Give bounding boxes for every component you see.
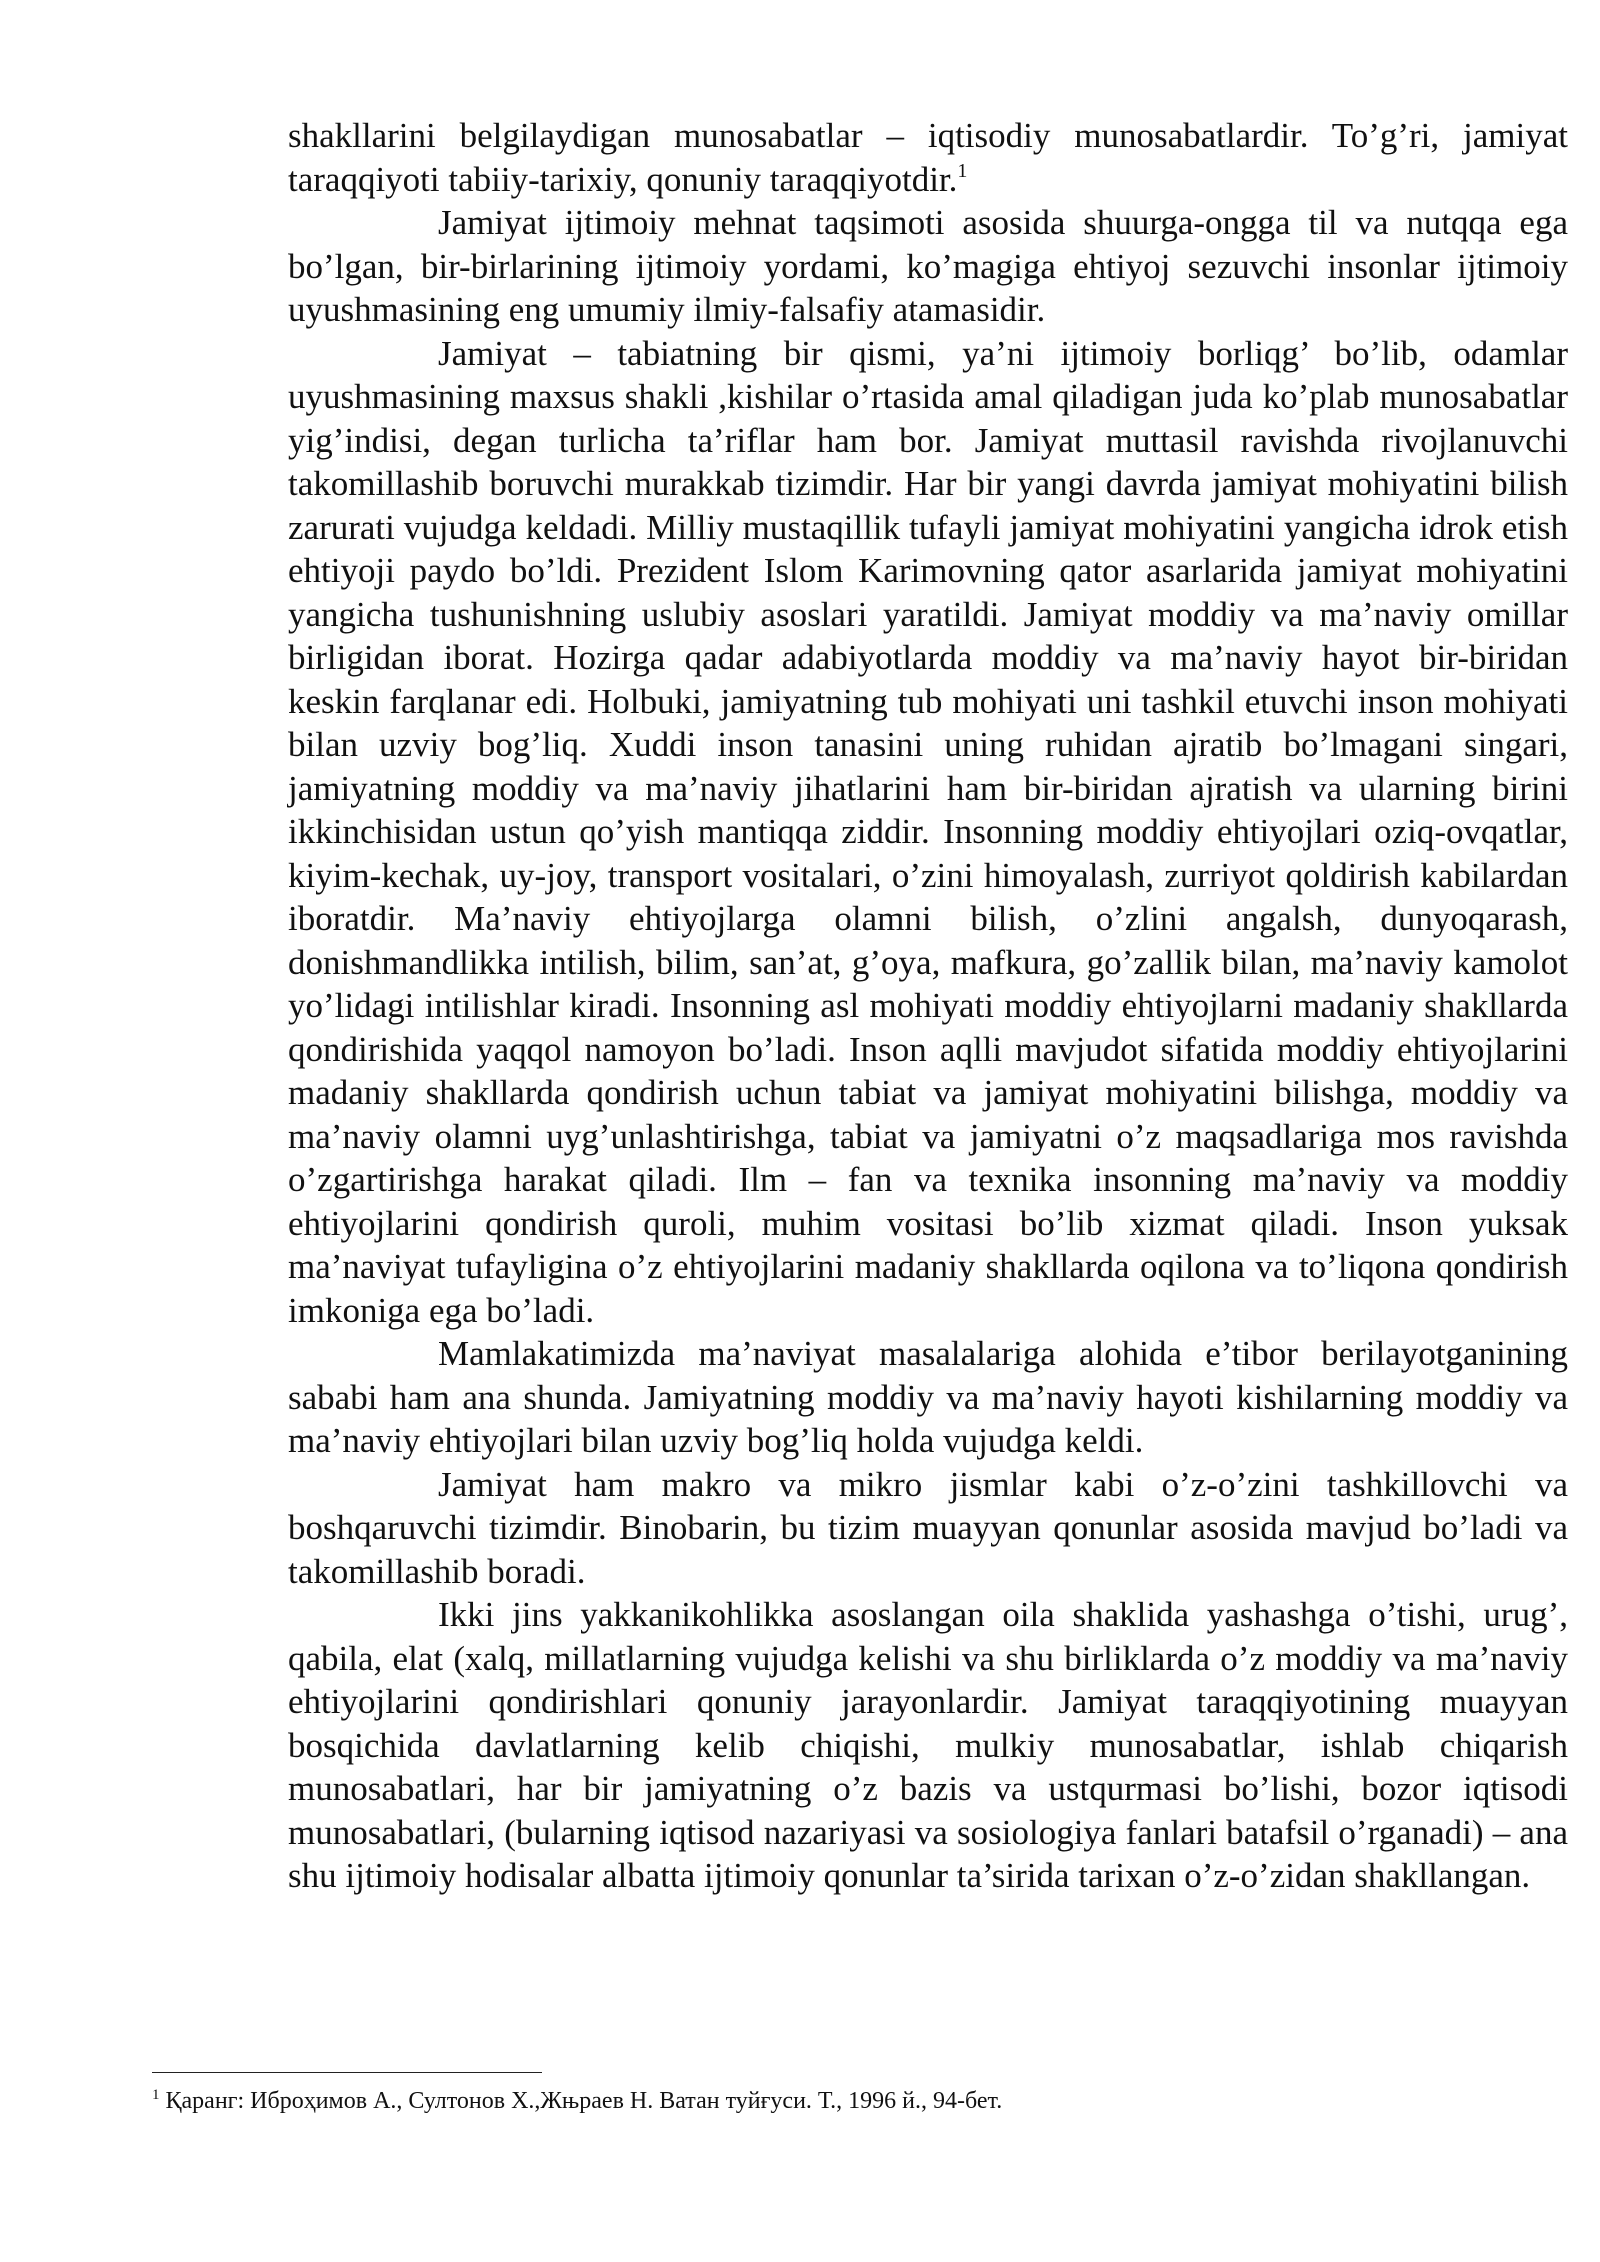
paragraph-6: Ikki jins yakkanikohlikka asoslangan oila shaklida yashashga o’tishi, urug’, qabila, elat (xalq, millatlarning vujudga kelishi va shu birliklarda o’z moddiy va ma’naviy ehtiyojlarini qondirishlari qonuniy jarayonlardir. Jamiyat taraqqiyotining muayyan bosqichida davlatlarning kelib chiqishi, mulkiy munosabatlar, ishlab chiqarish munosabatlari, har bir jamiyatning o’z bazis va ustqurmasi bo’lishi, bozor iqtisodi munosabatlari, (bularning iqtisod nazariyasi va sosiologiya fanlari batafsil o’rganadi) – ana shu ijtimoiy hodisalar albatta ijtimoiy qonunlar ta’sirida tarixan o’z-o’zidan shakllangan.	[288, 1595, 1568, 1895]
footnote-marker: 1	[152, 2087, 160, 2103]
paragraph-1	[288, 114, 1568, 201]
footnote	[152, 2086, 1452, 2116]
body-text	[288, 114, 1568, 1898]
footnote-text: Қаранг: Иброҳимов А., Султонов Х.,Жњраев Н. Ватан туйғуси. Т., 1996 й., 94-бет.	[165, 2088, 1003, 2114]
paragraph-1-text: shakllarini belgilaydigan munosabatlar – iqtisodiy munosabatlardir. To’g’ri, jamiyat taraqqiyoti tabiiy-tarixiy, qonuniy taraqqiyotdir.	[288, 116, 1568, 199]
paragraph-2: Jamiyat ijtimoiy mehnat taqsimoti asosida shuurga-ongga til va nutqqa ega bo’lgan, bir-birlarining ijtimoiy yordami, ko’magiga ehtiyoj sezuvchi insonlar ijtimoiy uyushmasining eng umumiy ilmiy-falsafiy atamasidir.	[288, 203, 1568, 329]
footnote-separator	[152, 2072, 542, 2073]
paragraph-5: Jamiyat ham makro va mikro jismlar kabi o’z-o’zini tashkillovchi va boshqaruvchi tizimdir. Binobarin, bu tizim muayyan qonunlar asosida mavjud bo’ladi va takomillashib boradi.	[288, 1464, 1568, 1591]
paragraph-4: Mamlakatimizda ma’naviyat masalalariga alohida e’tibor berilayotganining sababi ham ana shunda. Jamiyatning moddiy va ma’naviy hayoti kishilarning moddiy va ma’naviy ehtiyojlari bilan uzviy bog’liq holda vujudga keldi.	[288, 1334, 1568, 1460]
footnote-reference[interactable]: 1	[957, 159, 968, 182]
paragraph-3: Jamiyat – tabiatning bir qismi, ya’ni ijtimoiy borliqg’ bo’lib, odamlar uyushmasining maxsus shakli ,kishilar o’rtasida amal qiladigan juda ko’plab munosabatlar yig’indisi, degan turlicha ta’riflar ham bor. Jamiyat muttasil ravishda rivojlanuvchi takomillashib boruvchi murakkab tizimdir. Har bir yangi davrda jamiyat mohiyatini bilish zarurati vujudga keldadi. Milliy mustaqillik tufayli jamiyat mohiyatini yangicha idrok etish ehtiyoji paydo bo’ldi. Prezident Islom Karimovning qator asarlarida jamiyat mohiyatini yangicha tushunishning uslubiy asoslari yaratildi. Jamiyat moddiy va ma’naviy omillar birligidan iborat. Hozirga qadar adabiyotlarda moddiy va ma’naviy hayot bir-biridan keskin farqlanar edi. Holbuki, jamiyatning tub mohiyati uni tashkil etuvchi inson mohiyati bilan uzviy bog’liq. Xuddi inson tanasini uning ruhidan ajratib bo’lmagani singari, jamiyatning moddiy va ma’naviy jihatlarini ham bir-biridan ajratish va ularning birini ikkinchisidan ustun qo’yish mantiqqa ziddir. Insonning moddiy ehtiyojlari oziq-ovqatlar, kiyim-kechak, uy-joy, transport vositalari, o’zini himoyalash, zurriyot qoldirish kabilardan iboratdir. Ma’naviy ehtiyojlarga olamni bilish, o’zlini angalsh, dunyoqarash, donishmandlikka intilish, bilim, san’at, g’oya, mafkura, go’zallik bilan, ma’naviy kamolot yo’lidagi intilishlar kiradi. Insonning asl mohiyati moddiy ehtiyojlarni madaniy shakllarda qondirishida yaqqol namoyon bo’ladi. Inson aqlli mavjudot sifatida moddiy ehtiyojlarini madaniy shakllarda qondirish uchun tabiat va jamiyat mohiyatini bilishga, moddiy va ma’naviy olamni uyg’unlashtirishga, tabiat va jamiyatni o’z maqsadlariga mos ravishda o’zgartirishga harakat qiladi. Ilm – fan va texnika insonning ma’naviy va moddiy ehtiyojlarini qondirish quroli, muhim vositasi bo’lib xizmat qiladi. Inson yuksak ma’naviyat tufayligina o’z ehtiyojlarini madaniy shakllarda oqilona va to’liqona qondirish imkoniga ega bo’ladi.	[288, 333, 1568, 1330]
